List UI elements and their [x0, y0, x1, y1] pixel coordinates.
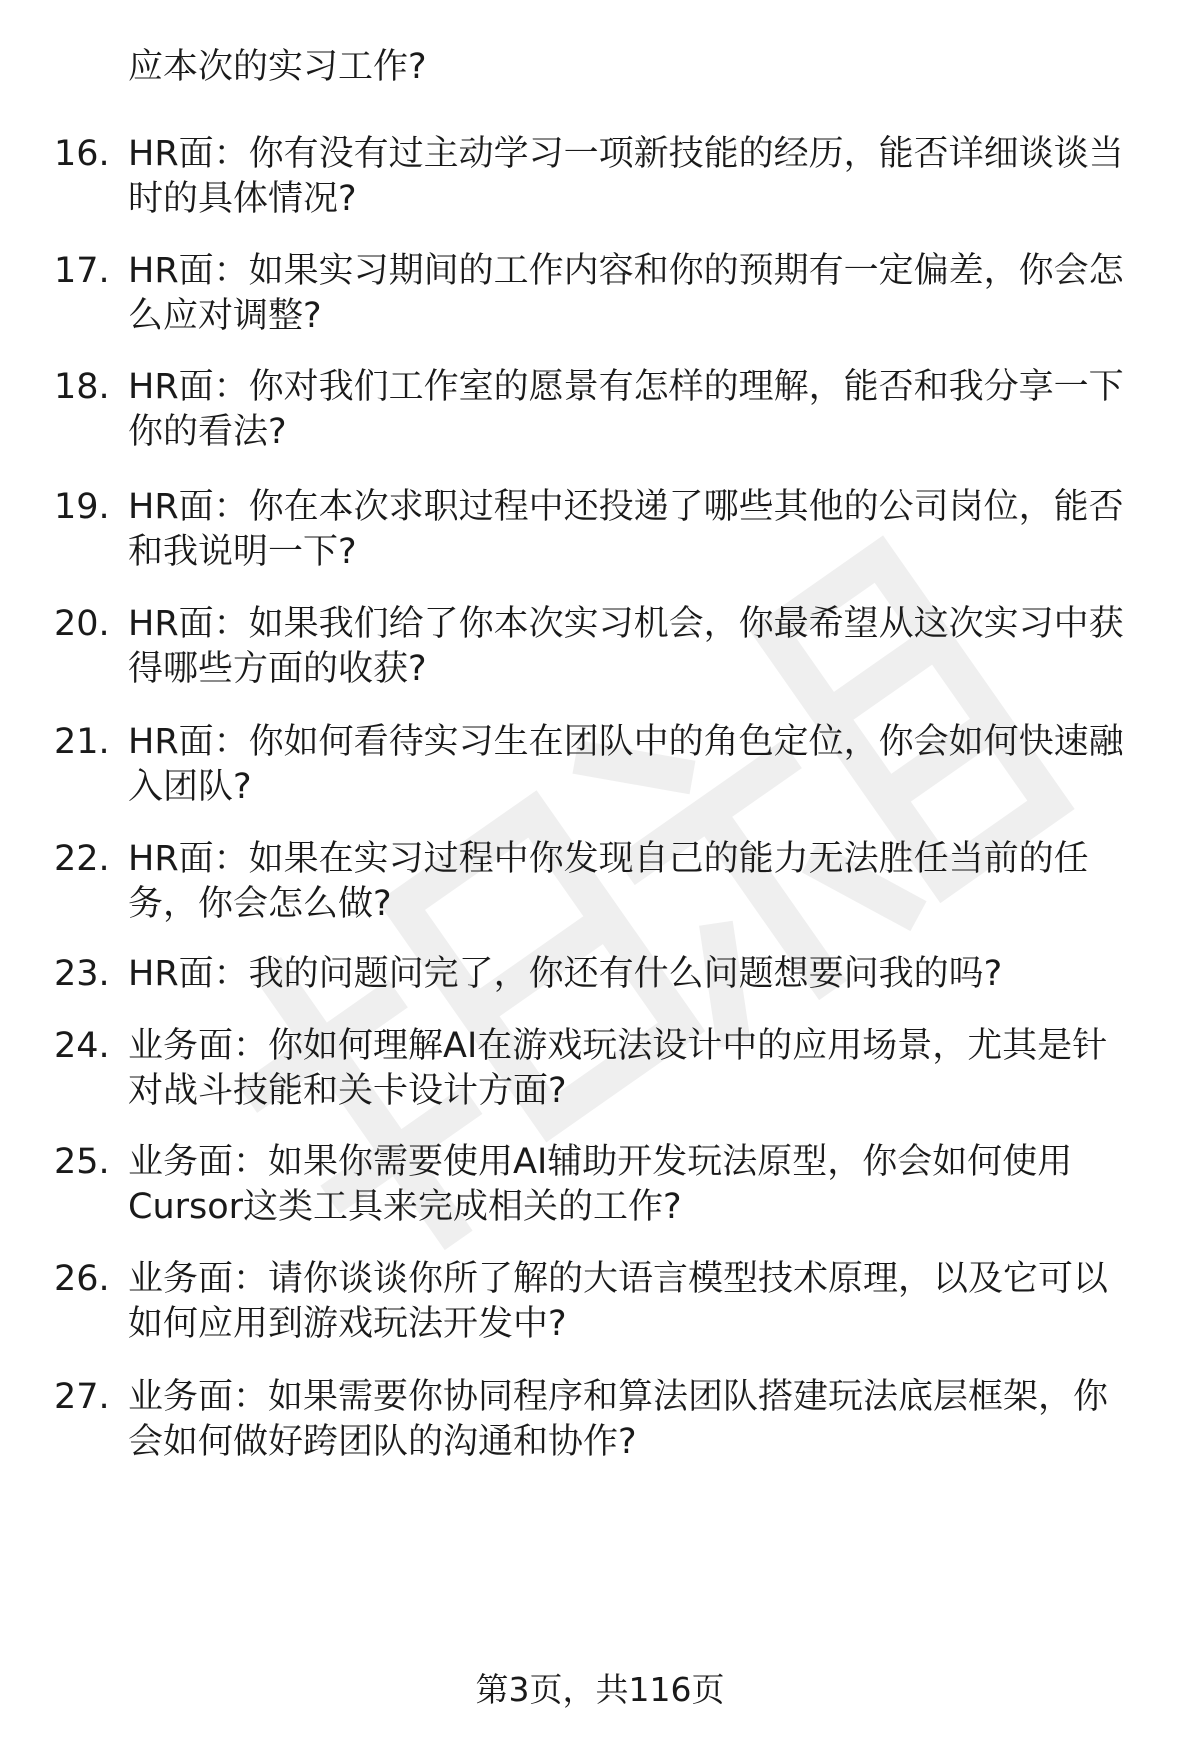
question-line: HR面：如果在实习过程中你发现自己的能力无法胜任当前的任 — [128, 839, 1089, 879]
question-number: 21. — [54, 722, 110, 762]
question-line: Cursor这类工具来完成相关的工作? — [128, 1187, 682, 1227]
question-line: 对战斗技能和关卡设计方面? — [128, 1071, 567, 1111]
question-line: 么应对调整? — [128, 296, 322, 336]
question-line: 得哪些方面的收获? — [128, 649, 427, 689]
question-number: 25. — [54, 1142, 110, 1182]
question-line: 和我说明一下? — [128, 532, 357, 572]
question-line: HR面：你在本次求职过程中还投递了哪些其他的公司岗位，能否 — [128, 487, 1124, 527]
question-line: HR面：如果实习期间的工作内容和你的预期有一定偏差，你会怎 — [128, 251, 1124, 291]
question-line: 业务面：如果需要你协同程序和算法团队搭建玩法底层框架，你 — [128, 1377, 1109, 1417]
question-number: 27. — [54, 1377, 110, 1417]
question-number: 16. — [54, 134, 110, 174]
question-line: HR面：你有没有过主动学习一项新技能的经历，能否详细谈谈当 — [128, 134, 1124, 174]
question-line: HR面：你如何看待实习生在团队中的角色定位，你会如何快速融 — [128, 722, 1124, 762]
question-line: 如何应用到游戏玩法开发中? — [128, 1304, 567, 1344]
question-line: 业务面：你如何理解AI在游戏玩法设计中的应用场景，尤其是针 — [128, 1026, 1108, 1066]
question-number: 18. — [54, 367, 110, 407]
question-number: 24. — [54, 1026, 110, 1066]
question-number: 26. — [54, 1259, 110, 1299]
question-line: 应本次的实习工作? — [128, 47, 427, 87]
question-line: HR面：你对我们工作室的愿景有怎样的理解，能否和我分享一下 — [128, 367, 1124, 407]
question-line: 时的具体情况? — [128, 179, 357, 219]
question-line: 入团队? — [128, 767, 252, 807]
question-number: 20. — [54, 604, 110, 644]
question-number: 23. — [54, 954, 110, 994]
question-number: 19. — [54, 487, 110, 527]
question-line: 会如何做好跨团队的沟通和协作? — [128, 1422, 637, 1462]
page-footer: 第3页，共116页 — [475, 1670, 725, 1709]
question-number: 17. — [54, 251, 110, 291]
question-line: HR面：我的问题问完了，你还有什么问题想要问我的吗? — [128, 954, 1003, 994]
question-line: 业务面：请你谈谈你所了解的大语言模型技术原理，以及它可以 — [128, 1259, 1109, 1299]
question-line: HR面：如果我们给了你本次实习机会，你最希望从这次实习中获 — [128, 604, 1124, 644]
question-number: 22. — [54, 839, 110, 879]
question-line: 你的看法? — [128, 412, 287, 452]
question-line: 务，你会怎么做? — [128, 884, 392, 924]
question-line: 业务面：如果你需要使用AI辅助开发玩法原型，你会如何使用 — [128, 1142, 1073, 1182]
